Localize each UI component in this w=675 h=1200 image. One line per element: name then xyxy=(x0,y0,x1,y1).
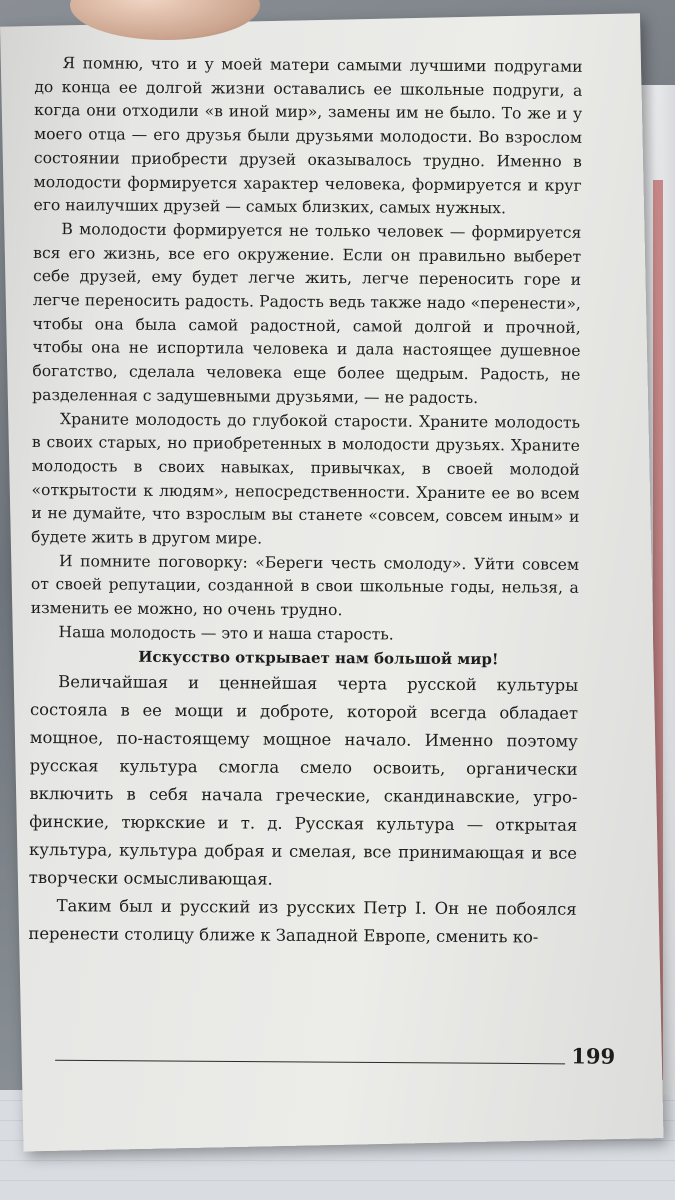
paragraph: Храните молодость до глубокой старости. Храните молодость в своих старых, но приобретенных в молодости друзьях. Храните молодость в своих навыках, привычках, в своей молодой «открытости к людям», непосредственности. Храните ее во всем и не думайте, что взрослым вы станете «совсем, совсем иным» и будете жить в другом мире. xyxy=(31,409,581,548)
section-heading: Искусство открывает нам большой мир! xyxy=(138,647,499,668)
paragraph: Величайшая и ценнейшая черта русской культуры состояла в ее мощи и доброте, которой всегда обладает мощное, по-настоящему мощное начало. Именно поэтому русская культура смогла смело освоить, органически включить в себя начала греческие, скандинавские, угро-финские, тюркские и т. д. Русская культура — открытая культура, культура добрая и смелая, все принимающая и все творчески осмысливающая. xyxy=(28,672,579,889)
book-page xyxy=(0,13,663,1151)
paragraph: И помните поговорку: «Береги честь смолоду». Уйти совсем от своей репутации, созданной в свои школьные годы, нельзя, а изменить ее можно, но очень трудно. xyxy=(30,551,580,620)
paragraph: В молодости формируется не только человек — формируется вся его жизнь, все его окружение. Если он правильно выберет себе друзей, ему будет легче жить, легче переносить горе и легче переносить радость. Радость ведь также надо «перенести», чтобы она была самой радостной, самой долгой и прочной, чтобы она не испортила человека и дала настоящее душевное богатство, сделала человека еще более щедрым. Радость, не разделенная с задушевными друзьями, — не радость. xyxy=(32,220,582,407)
page-text xyxy=(28,52,582,952)
paragraph: Наша молодость — это и наша старость. xyxy=(58,623,394,644)
footer-rule xyxy=(55,1060,565,1065)
page-footer xyxy=(55,1038,623,1082)
paragraph: Таким был и русский из русских Петр I. Он не побоялся перенести столицу ближе к Западной Европе, сменить ко- xyxy=(28,896,577,947)
page-number: 199 xyxy=(571,1043,616,1069)
paragraph: Я помню, что и у моей матери самыми лучшими подругами до конца ее долгой жизни оставались ее школьные подруги, а когда они отходили «в иной мир», замены им не было. То же и у моего отца — его друзья были друзьями молодости. Во взрослом состоянии приобрести друзей оказывалось трудно. Именно в молодости формируется характер человека, формируется и круг его наилучших друзей — самых близких, самых нужных. xyxy=(33,54,583,218)
